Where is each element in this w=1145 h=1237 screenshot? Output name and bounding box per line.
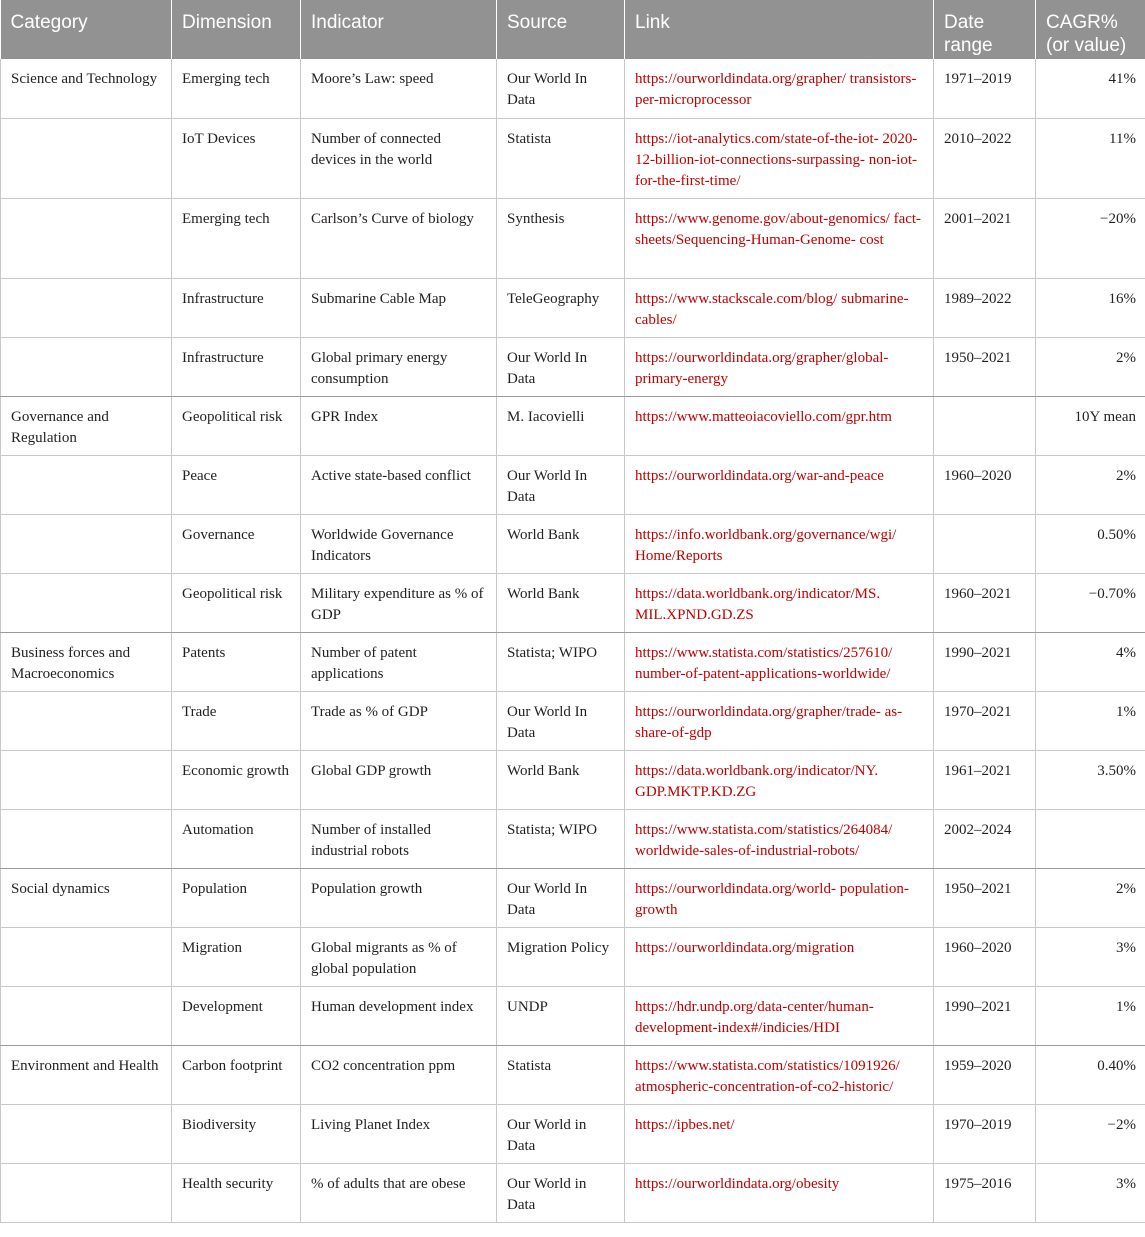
table-row bbox=[1, 337, 1145, 396]
table-row bbox=[1, 868, 1145, 927]
cell-source: TeleGeography bbox=[497, 278, 625, 337]
cell-link bbox=[625, 632, 934, 691]
cell-dimension: Trade bbox=[172, 691, 301, 750]
cell-date-range: 2010–2022 bbox=[934, 118, 1036, 198]
cell-date-range: 1959–2020 bbox=[934, 1045, 1036, 1104]
cell-category: Science and Technology bbox=[1, 59, 172, 118]
cell-source: Our World In Data bbox=[497, 455, 625, 514]
table-row bbox=[1, 1163, 1145, 1222]
cell-date-range bbox=[934, 514, 1036, 573]
header-indicator: Indicator bbox=[301, 0, 497, 59]
cell-cagr: 3.50% bbox=[1036, 750, 1145, 809]
cell-category bbox=[1, 198, 172, 278]
cell-date-range: 2002–2024 bbox=[934, 809, 1036, 868]
cell-cagr: 3% bbox=[1036, 1163, 1145, 1222]
cell-indicator: Global GDP growth bbox=[301, 750, 497, 809]
source-link[interactable]: https://ourworldindata.org/world- population-growth bbox=[635, 880, 909, 918]
cell-dimension: Biodiversity bbox=[172, 1104, 301, 1163]
table-row bbox=[1, 514, 1145, 573]
cell-category bbox=[1, 573, 172, 632]
cell-source: Our World In Data bbox=[497, 691, 625, 750]
cell-category bbox=[1, 809, 172, 868]
cell-cagr: 1% bbox=[1036, 691, 1145, 750]
cell-link bbox=[625, 809, 934, 868]
cell-cagr: 0.40% bbox=[1036, 1045, 1145, 1104]
cell-source: Our World in Data bbox=[497, 1163, 625, 1222]
cell-category bbox=[1, 691, 172, 750]
source-link[interactable]: https://iot-analytics.com/state-of-the-iot- 2020-12-billion-iot-connections-surpassing- non-iot-for-the-first-time/ bbox=[635, 130, 918, 189]
cell-date-range: 1975–2016 bbox=[934, 1163, 1036, 1222]
header-cagr: CAGR% (or value) bbox=[1036, 0, 1145, 59]
cell-cagr: 2% bbox=[1036, 337, 1145, 396]
cell-cagr: 2% bbox=[1036, 868, 1145, 927]
header-dimension: Dimension bbox=[172, 0, 301, 59]
cell-source: Migration Policy bbox=[497, 927, 625, 986]
cell-source: Statista; WIPO bbox=[497, 632, 625, 691]
cell-link bbox=[625, 455, 934, 514]
cell-category bbox=[1, 278, 172, 337]
cell-dimension: Infrastructure bbox=[172, 278, 301, 337]
cell-date-range: 1950–2021 bbox=[934, 337, 1036, 396]
cell-link bbox=[625, 573, 934, 632]
cell-dimension: Population bbox=[172, 868, 301, 927]
table-row bbox=[1, 59, 1145, 118]
table-row bbox=[1, 691, 1145, 750]
cell-indicator: Submarine Cable Map bbox=[301, 278, 497, 337]
table-row bbox=[1, 927, 1145, 986]
cell-indicator: GPR Index bbox=[301, 396, 497, 455]
cell-date-range: 1961–2021 bbox=[934, 750, 1036, 809]
cell-date-range: 1970–2021 bbox=[934, 691, 1036, 750]
cell-cagr: 4% bbox=[1036, 632, 1145, 691]
cell-link bbox=[625, 59, 934, 118]
table-row bbox=[1, 198, 1145, 278]
cell-dimension: Governance bbox=[172, 514, 301, 573]
cell-category bbox=[1, 118, 172, 198]
cell-category: Social dynamics bbox=[1, 868, 172, 927]
cell-dimension: Automation bbox=[172, 809, 301, 868]
cell-cagr: 10Y mean bbox=[1036, 396, 1145, 455]
cell-source: World Bank bbox=[497, 750, 625, 809]
cell-date-range: 1970–2019 bbox=[934, 1104, 1036, 1163]
cell-date-range: 1971–2019 bbox=[934, 59, 1036, 118]
cell-link bbox=[625, 396, 934, 455]
header-category: Category bbox=[1, 0, 172, 59]
table-body bbox=[1, 59, 1145, 1222]
cell-date-range: 1990–2021 bbox=[934, 632, 1036, 691]
cell-source: Our World in Data bbox=[497, 1104, 625, 1163]
cell-dimension: Emerging tech bbox=[172, 198, 301, 278]
cell-link bbox=[625, 1045, 934, 1104]
cell-date-range bbox=[934, 396, 1036, 455]
source-link[interactable]: https://ourworldindata.org/grapher/trade- as-share-of-gdp bbox=[635, 703, 903, 741]
cell-source: UNDP bbox=[497, 986, 625, 1045]
cell-category bbox=[1, 455, 172, 514]
cell-source: Statista; WIPO bbox=[497, 809, 625, 868]
table-row bbox=[1, 455, 1145, 514]
source-link[interactable]: https://www.genome.gov/about-genomics/ fact-sheets/Sequencing-Human-Genome- cost bbox=[635, 210, 922, 248]
header-link: Link bbox=[625, 0, 934, 59]
source-link[interactable]: https://www.statista.com/statistics/264084/ worldwide-sales-of-industrial-robots/ bbox=[635, 821, 893, 859]
source-link[interactable]: https://www.statista.com/statistics/1091926/ atmospheric-concentration-of-co2-historic/ bbox=[635, 1057, 900, 1095]
cell-source: World Bank bbox=[497, 573, 625, 632]
cell-cagr: −20% bbox=[1036, 198, 1145, 278]
cell-link bbox=[625, 198, 934, 278]
cell-indicator: Number of installed industrial robots bbox=[301, 809, 497, 868]
cell-cagr: 3% bbox=[1036, 927, 1145, 986]
cell-indicator: Population growth bbox=[301, 868, 497, 927]
cell-category bbox=[1, 514, 172, 573]
cell-date-range: 1960–2020 bbox=[934, 455, 1036, 514]
table-row bbox=[1, 396, 1145, 455]
source-link[interactable]: https://ourworldindata.org/grapher/global- primary-energy bbox=[635, 349, 889, 387]
cell-indicator: Human development index bbox=[301, 986, 497, 1045]
source-link[interactable]: https://ourworldindata.org/war-and-peace bbox=[635, 467, 884, 484]
cell-link bbox=[625, 1104, 934, 1163]
source-link[interactable]: https://data.worldbank.org/indicator/NY. GDP.MKTP.KD.ZG bbox=[635, 762, 879, 800]
source-link[interactable]: https://www.stackscale.com/blog/ submarine-cables/ bbox=[635, 290, 909, 328]
cell-dimension: Emerging tech bbox=[172, 59, 301, 118]
cell-category bbox=[1, 1163, 172, 1222]
cell-dimension: Development bbox=[172, 986, 301, 1045]
table-row bbox=[1, 750, 1145, 809]
cell-cagr: 41% bbox=[1036, 59, 1145, 118]
cell-source: Our World In Data bbox=[497, 59, 625, 118]
cell-dimension: IoT Devices bbox=[172, 118, 301, 198]
cell-link bbox=[625, 927, 934, 986]
cell-dimension: Infrastructure bbox=[172, 337, 301, 396]
cell-link bbox=[625, 337, 934, 396]
cell-category bbox=[1, 986, 172, 1045]
cell-indicator: Active state-based conflict bbox=[301, 455, 497, 514]
cell-indicator: Global primary energy consumption bbox=[301, 337, 497, 396]
cell-date-range: 1989–2022 bbox=[934, 278, 1036, 337]
cell-cagr bbox=[1036, 809, 1145, 868]
cell-date-range: 1960–2021 bbox=[934, 573, 1036, 632]
source-link[interactable]: https://ipbes.net/ bbox=[635, 1116, 735, 1133]
table-row bbox=[1, 1104, 1145, 1163]
cell-dimension: Geopolitical risk bbox=[172, 396, 301, 455]
cell-source: Our World In Data bbox=[497, 337, 625, 396]
source-link[interactable]: https://data.worldbank.org/indicator/MS. MIL.XPND.GD.ZS bbox=[635, 585, 881, 623]
cell-dimension: Patents bbox=[172, 632, 301, 691]
cell-cagr: 2% bbox=[1036, 455, 1145, 514]
table-row bbox=[1, 1045, 1145, 1104]
header-source: Source bbox=[497, 0, 625, 59]
cell-cagr: 11% bbox=[1036, 118, 1145, 198]
cell-link bbox=[625, 986, 934, 1045]
cell-link bbox=[625, 278, 934, 337]
cell-link bbox=[625, 514, 934, 573]
cell-indicator: Worldwide Governance Indicators bbox=[301, 514, 497, 573]
cell-cagr: 0.50% bbox=[1036, 514, 1145, 573]
table-header bbox=[1, 0, 1145, 59]
cell-source: Our World In Data bbox=[497, 868, 625, 927]
cell-indicator: % of adults that are obese bbox=[301, 1163, 497, 1222]
table-row bbox=[1, 118, 1145, 198]
source-link[interactable]: https://ourworldindata.org/grapher/ transistors-per-microprocessor bbox=[635, 71, 917, 108]
cell-indicator: Military expenditure as % of GDP bbox=[301, 573, 497, 632]
source-link[interactable]: https://hdr.undp.org/data-center/human- development-index#/indicies/HDI bbox=[635, 998, 874, 1036]
source-link[interactable]: https://info.worldbank.org/governance/wgi/ Home/Reports bbox=[635, 526, 897, 564]
cell-dimension: Peace bbox=[172, 455, 301, 514]
table-row bbox=[1, 278, 1145, 337]
cell-indicator: Moore’s Law: speed bbox=[301, 59, 497, 118]
cell-date-range: 1950–2021 bbox=[934, 868, 1036, 927]
cell-source: Statista bbox=[497, 1045, 625, 1104]
cell-dimension: Geopolitical risk bbox=[172, 573, 301, 632]
cell-dimension: Migration bbox=[172, 927, 301, 986]
source-link[interactable]: https://www.matteoiacoviello.com/gpr.htm bbox=[635, 408, 892, 425]
cell-date-range: 1990–2021 bbox=[934, 986, 1036, 1045]
cell-source: Statista bbox=[497, 118, 625, 198]
cell-cagr: −0.70% bbox=[1036, 573, 1145, 632]
source-link[interactable]: https://ourworldindata.org/migration bbox=[635, 939, 855, 956]
header-date-range: Date range bbox=[934, 0, 1036, 59]
cell-source: M. Iacovielli bbox=[497, 396, 625, 455]
cell-indicator: Number of patent applications bbox=[301, 632, 497, 691]
source-link[interactable]: https://www.statista.com/statistics/257610/ number-of-patent-applications-worldwide/ bbox=[635, 644, 893, 682]
cell-category bbox=[1, 1104, 172, 1163]
cell-category bbox=[1, 337, 172, 396]
header-row bbox=[1, 0, 1145, 59]
cell-link bbox=[625, 1163, 934, 1222]
cell-indicator: CO2 concentration ppm bbox=[301, 1045, 497, 1104]
cell-date-range: 1960–2020 bbox=[934, 927, 1036, 986]
table-row bbox=[1, 809, 1145, 868]
cell-date-range: 2001–2021 bbox=[934, 198, 1036, 278]
cell-indicator: Living Planet Index bbox=[301, 1104, 497, 1163]
cell-category bbox=[1, 927, 172, 986]
cell-link bbox=[625, 750, 934, 809]
cell-source: Synthesis bbox=[497, 198, 625, 278]
cell-indicator: Trade as % of GDP bbox=[301, 691, 497, 750]
cell-indicator: Carlson’s Curve of biology bbox=[301, 198, 497, 278]
cell-source: World Bank bbox=[497, 514, 625, 573]
table-row bbox=[1, 986, 1145, 1045]
cell-link bbox=[625, 691, 934, 750]
cell-indicator: Global migrants as % of global population bbox=[301, 927, 497, 986]
cell-category: Governance and Regulation bbox=[1, 396, 172, 455]
table-row bbox=[1, 573, 1145, 632]
cell-link bbox=[625, 118, 934, 198]
source-link[interactable]: https://ourworldindata.org/obesity bbox=[635, 1175, 840, 1192]
cell-cagr: −2% bbox=[1036, 1104, 1145, 1163]
cell-dimension: Economic growth bbox=[172, 750, 301, 809]
cell-category: Environment and Health bbox=[1, 1045, 172, 1104]
cell-cagr: 1% bbox=[1036, 986, 1145, 1045]
cell-indicator: Number of connected devices in the world bbox=[301, 118, 497, 198]
cell-cagr: 16% bbox=[1036, 278, 1145, 337]
cell-category bbox=[1, 750, 172, 809]
cell-link bbox=[625, 868, 934, 927]
cell-dimension: Carbon footprint bbox=[172, 1045, 301, 1104]
cell-category: Business forces and Macroeconomics bbox=[1, 632, 172, 691]
table-row bbox=[1, 632, 1145, 691]
cell-dimension: Health security bbox=[172, 1163, 301, 1222]
